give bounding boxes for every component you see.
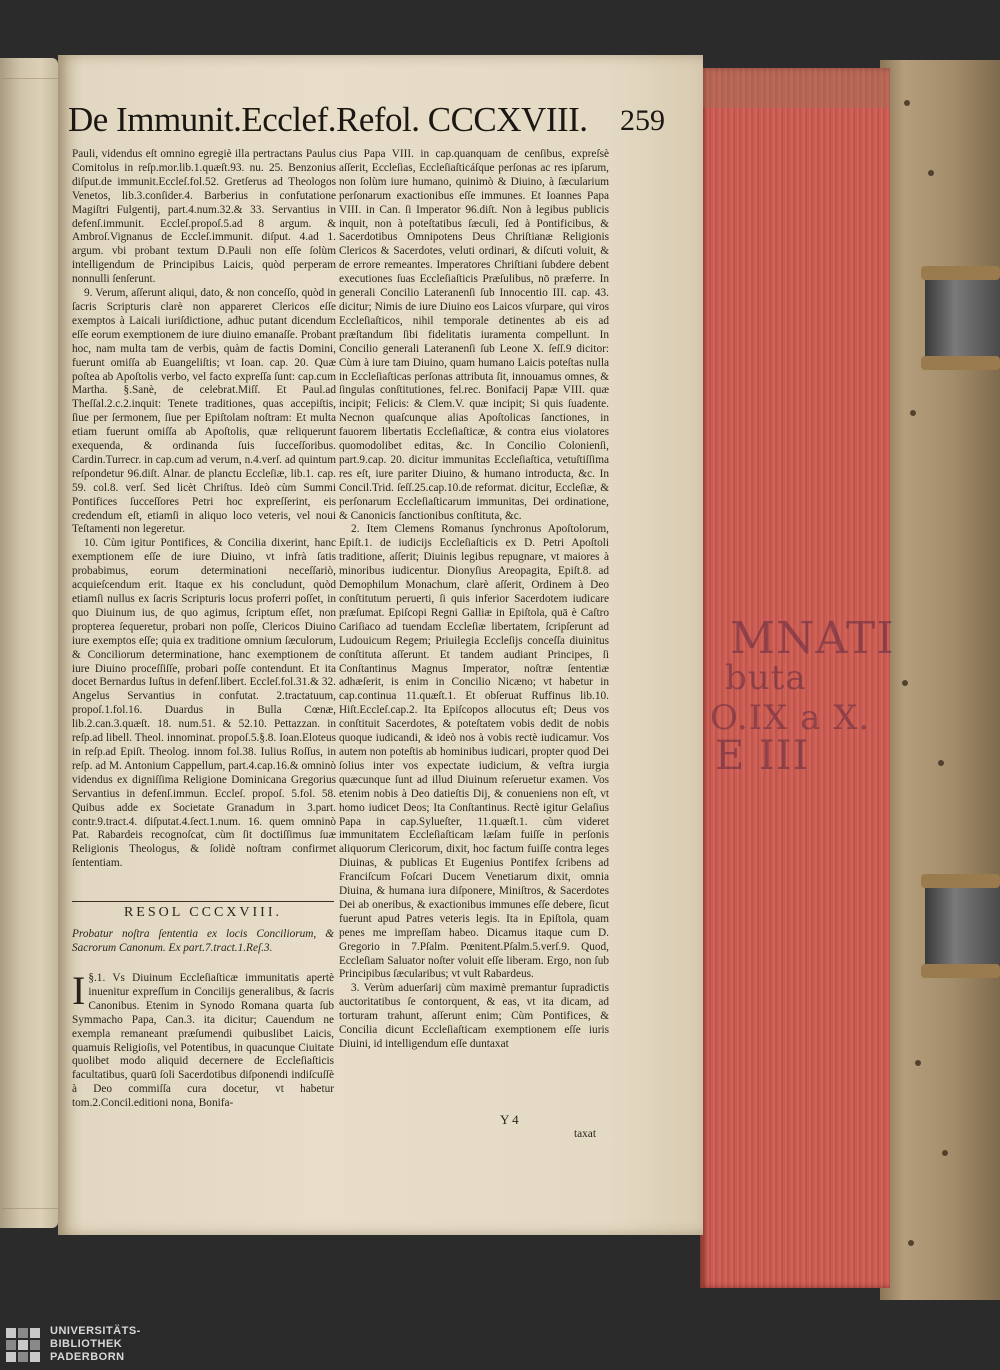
library-logo-icon	[6, 1328, 42, 1364]
resolution-title: RESOL CCCXVIII.	[123, 905, 283, 920]
running-header	[68, 100, 665, 144]
paragraph: 2. Item Clemens Romanus ſynchronus Apoſtolorum, Epiſt.1. de iudicijs Eccleſiaſticis ex D. Petri Apoſtoli traditione, aſſerit; Diuinis legibus repugnare, vt maiores à minoribus iudicentur. Dionyſius Areopagita, Epiſt.8. ad Demophilum Monachum, clarè aſſerit, Ordinem à Deo conſtitutum peruerti, ſi quis inferior Sacerdotem iudicare præſumat. Epiſcopi Regni Galliæ in Epiſtola, quā è Caſtro Cariſiaco ad tuendam Eccleſiæ libertatem, ſcripſerunt ad Ludouicum Regem; Priuilegia Eccleſijs conceſſa diuinitus conſtituta aſſerunt. Et tandem audiant Principes, ſi Conſtantinus Magnus Imperator, noſtræ ſententiæ adhæſerit, is enim in Concilio Nicæno; vt habetur in cap.continua 11.quæſt.1. Et obſeruat Ruffinus lib.10. Hiſt.Eccleſ.cap.2. Ita Epiſcopos allocutus eſt; Deus vos conſtituit Sacerdotes, & poteſtatem vobis dedit de nobis quoque iudicandi, & ideò nos à vobis rectè iudicamur. Vos autem non poteſtis ab hominibus iudicari, propter quod Dei ſolius inter vos expectate iudicium, & veſtra iurgia quæcunque ſunt ad illud Diuinum reſeruetur examen. Vos etenim nobis à Deo datieſtis Dij, & conueniens non eſt, vt homo iudicet Deos; Ita Conſtantinus. Rectè igitur Gelaſius Papa in cap.Sylueſter, 11.quæſt.1. cùm videret immunitatem Eccleſiaſticam læſam fuiſſe in perſonis aliquorum Clericorum, dixit, hoc factum fuiſſe contra leges Diuinas, & publicas Et Eugenius Pontifex ſcribens ad Franciſcum Foſcari Ducem Venetiarum dixit, omnia Diuina, & humana iura diſponere, Miniſtros, & Sacerdotes Dei ab oneribus, & exactionibus immunes eſſe debere, ſicut fuerunt apud Patres veteris legis. Ita in Epiſtola, quam penes me impreſſam habeo. Dicamus itaque cum D. Gregorio in 7.Pſalm. Pœnitent.Pſalm.5.verſ.9. Quod, Eccleſiam Saluator noſter voluit eſſe liberam. Ergo, non ſub Principibus ſæcularibus; vt vult Rabardeus.	[339, 523, 609, 981]
paragraph: Pauli, videndus eſt omnino egregiè illa pertractans Paulus Comitolus in reſp.mor.lib.1.quæſt.93. nu. 25. Benzonius diſput.de immunit.Eccleſ.fol.52. Gretſerus ad Theologos Venetos, lib.3.conſider.4. Barberius in confutatione Magiſtri Fulgentij, part.4.num.32.& 33. Servantius in defenſ.immunit. Eccleſ.propoſ.5.ad 8 argum. & Ambroſ.Vignanus de Eccleſ.immunit. diſput. 4.ad 1. argum. vbi probant textum D.Pauli non eſſe ſolùm intelligendum de Principibus Laicis, quòd perperam nonnulli ſenſerunt.	[72, 148, 336, 286]
running-title: De Immunit.Ecclef.Refol. CCCXVIII.	[68, 100, 588, 139]
paragraph: 3. Verùm aduerſarij cùm maximè premantur ſupradictis auctoritatibus ſe contorquent, & eas, vt ita dicam, ad torturam trahunt, aſſerunt enim; Cùm Pontifices, & Concilia dicunt Eccleſiaſticam exemptionem eſſe iuris Diuini, id intelligendum eſſe duntaxat	[339, 982, 609, 1050]
section-divider	[72, 901, 334, 902]
library-footer	[0, 1320, 1000, 1370]
signature-mark: Y 4	[500, 1112, 519, 1127]
page-number: 259	[620, 104, 665, 137]
drop-cap: I	[72, 968, 86, 1013]
red-fore-edge: MNATI buta O.IX a X. E III	[700, 68, 890, 1288]
left-column	[72, 148, 336, 871]
clasp-upper	[925, 272, 1000, 364]
clasp-lower	[925, 880, 1000, 972]
paragraph: 9. Verum, aſſerunt aliqui, dato, & non conceſſo, quòd in ſacris Scripturis clarè non appareret Clericos eſſe exemptos à Laicali iuriſdictione, adhuc putant dicendum eſſe eorum exemptionem de iure diuino emanaſſe. Probant hoc, nam multa tam de verbis, quàm de factis Domini, fuerunt omiſſa ab Euangeliſtis; vt Ioan. cap. 20. Quæ poſtea ab Apoſtolis verbo, vel facto expreſſa ſunt: cap.cum Martha. §.Sanè, de celebrat.Miſſ. Et Paul.ad Theſſal.2.c.2.inquit: Tenete traditiones, quas accepiſtis, ſiue per ſermonem, ſiue per Epiſtolam noſtram: Et multa etiam fuerunt omiſſa ab Apoſtolis, quæ reliquerunt exequenda, & ordinanda ſuis ſucceſſoribus. Cardin.Turrecr. in cap.cum ad verum, n.4.verſ. ad quintum reſpondetur 96.diſt. Alnar. de planctu Eccleſiæ, lib.1. cap. 59. col.8. verſ. Sed licèt Chriſtus. Ideò cùm Summi Pontifices ſucceſſores Petri hoc expreſſerint, eis credendum eſt, etiamſi in aliquo loco veteris, vel noui Teſtamenti non legeretur.	[72, 287, 336, 536]
catchword: taxat	[574, 1128, 596, 1140]
book-cover	[880, 60, 1000, 1300]
resolution-summary: Probatur noſtra ſententia ex locis Conciliorum, & Sacrorum Canonum. Ex part.7.tract.1.Reſ.3.	[72, 928, 334, 954]
right-column	[339, 148, 609, 1052]
previous-page-edge	[0, 58, 58, 1228]
paragraph: 10. Cùm igitur Pontifices, & Concilia dixerint, hanc exemptionem eſſe de iure Diuino, vt infrà ſatis probabimus, eorum determinationi neceſſariò, acquieſcendum erit. Itaque ex his concludunt, quòd etiamſi nullus ex ſacris Scripturis locus proferri poſſet, in quo Diuinum ius, de quo agimus, ſcriptum eſſet, non propterea ſequeretur, probari non poſſe, Clericos Diuino iure exemptos eſſe; quia ex traditione omnium ſæculorum, & Conciliorum determinatione, hanc exemptionem de iure Diuino proceſſiſſe, probari poſſe contendunt. Et ita docet Bernardus Iuſtus in defenſ.libert. Eccleſ.fol.31.& 32. Angelus Servantius in confutat. 2.tractatuum, propoſ.1.fol.16. Duardus in Bulla Cœnæ, lib.2.can.3.quæſt. 18. num.51. & 52.10. Pettazzan. in reſp.ad libell. Theol. innominat. propoſ.5.§.8. Ioan.Eloteus in reſp.ad Epiſt. Theolog. innom fol.38. Iulius Roſſus, in reſp. ad M. Antonium Cappellum, part.4.cap.16.& omninò videndus ex digniſſima Religione Dominicana Gregorius Servantius in defenſ.immun. Eccleſ. propoſ. 5.fol. 58. Quibus adde ex Societate Granadum in 3.part. contr.9.tract.4. diſputat.4.ſect.1.num. 16. quem omninò Pat. Rabardeis recognoſcat, cùm ſit doctiſſimus ſuæ Religionis Theologus, & ſolidè noſtram confirmet ſententiam.	[72, 537, 336, 870]
fore-edge-stamp: MNATI	[730, 613, 895, 664]
paragraph: cius Papa VIII. in cap.quanquam de cenſibus, expreſsè aſſerit, Eccleſias, Eccleſiaſticáſque perſonas ac res ipſarum, non ſolùm iure humano, quinimò & Diuino, à ſæcularium perſonarum exactionibus eſſe immunes. Et Ioannes Papa VIII. in Can. ſi Imperator 96.diſt. Non à legibus publicis inquit, non à poteſtatibus ſæculi, ſed à Pontificibus, & Sacerdotibus Omnipotens Deus Chriſtianæ Religionis Clericos & Sacerdotes, veluti ordinari, & diſcuti voluit, & de errore remeantes. Imperatores Chriſtiani ſubdere debent executiones ſuas Eccleſiaſticis Præſulibus, nō præferre. In generali Concilio Lateranenſi ſub Innocentio III. cap. 43. dicitur; Nimis de iure Diuino eos Laicos vſurpare, qui viros Eccleſiaſticos, nihil temporale detinentes ab eis ad præſtandum ſibi fidelitatis iuramenta compellunt. In Concilio generali Lateranenſi ſub Leone X. ſeſſ.9 dicitor: Cùm à iure tam Diuino, quam humano Laicis poteſtas nulla in Eccleſiaſticas perſonas attributa ſit, innouamus omnes, & ſingulas conſtitutiones, fel.rec. Bonifacij Papæ VIII. quæ incipit; Felicis: & Clem.V. quæ incipit; Si quis ſuadente. Necnon quaſcunque alias Apoſtolicas ſanctiones, in fauorem libertatis Eccleſiaſticæ, & contra eius violatores quomodolibet editas, &c. In Concilio Colonienſi, part.9.cap. 20. dicitur immunitas Eccleſiaſtica, vetuſtiſſima res eſt, iure pariter Diuino, & humano introducta, &c. In Concil.Trid. ſeſſ.25.cap.10.de reformat. dicitur, Eccleſiæ, & perſonarum Eccleſiaſticarum immunitas, Dei ordinatione, & Canonicis ſanctionibus conſtituta, &c.	[339, 148, 609, 522]
resolution-body	[72, 968, 334, 1111]
library-name: UNIVERSITÄTS- BIBLIOTHEK PADERBORN	[50, 1325, 141, 1363]
resolution-text: §.1. Vs Diuinum Eccleſiaſticæ immunitatis apertè inuenitur expreſſum in Concilijs generalibus, & ſacris Canonibus. Etenim in Synodo Romana quarta ſub Symmacho Papa, Can.3. ita dicitur; Cauendum ne exempla remaneant præſumendi quibuslibet Laicis, quamuis Religioſis, vel Potentibus, in quacunque Ciuitate quolibet modo aliquid decernere de Eccleſiaſticis facultatibus, quarū ſoli Sacerdotibus diſponendi indiſcuſſè à Deo commiſſa cura docetur, vt habetur tom.2.Concil.editioni nona, Bonifa-	[72, 972, 334, 1110]
